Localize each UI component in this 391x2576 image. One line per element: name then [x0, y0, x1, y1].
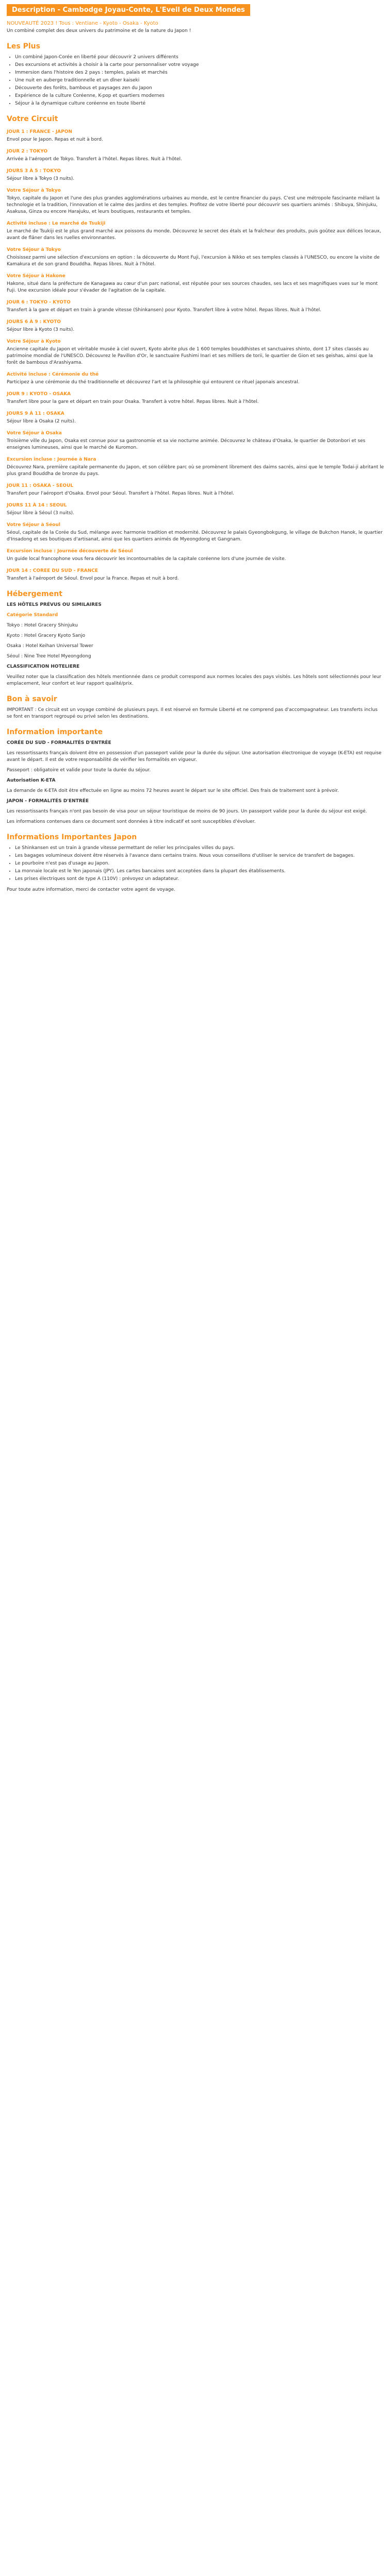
- section-title-plus: Les Plus: [7, 42, 40, 50]
- day-text: Troisième ville du Japon, Osaka est connue pour sa gastronomie et sa vie nocturne animée. Découvrez le château d'Osaka, le quartier de Dotonbori et ses enseignes lumineuses, ainsi que le marché de Kuromon.: [7, 438, 366, 450]
- day-title: JOUR 14 : COREE DU SUD - FRANCE: [7, 568, 98, 573]
- page: [0, 0, 391, 905]
- day-text: Choisissez parmi une sélection d'excursions en option : la découverte du Mont Fuji, l'excursion à Nikko et ses temples classés à l'UNESCO, ou encore la visite de Kamakura et de son grand Bouddha. Repas libres. Nuit à l'hôtel.: [7, 255, 380, 267]
- hotel-item: Séoul : Nine Tree Hotel Myeongdong: [7, 654, 91, 659]
- plus-list: [7, 54, 384, 107]
- day-text: Tokyo, capitale du Japon et l'une des plus grandes agglomérations urbaines au monde, est le centre financier du pays. C'est une métropole fascinante mêlant la technologie et la tradition, l'innovation et le calme des jardins et des temples. Profitez de votre liberté pour découvrir ses quartiers animés : Shibuya, Shinjuku, Asakusa, Ginza ou encore Harajuku, et leurs boutiques, restaurants et temples.: [7, 196, 380, 214]
- day-text: Séjour libre à Kyoto (3 nuits).: [7, 327, 75, 332]
- day-title: JOUR 11 : OSAKA - SEOUL: [7, 483, 74, 488]
- day-title: JOUR 1 : FRANCE - JAPON: [7, 129, 72, 134]
- list-item: • Expérience de la culture Coréenne, K-pop et quartiers modernes: [15, 93, 384, 99]
- formalites-title: CORÉE DU SUD - FORMALITÉS D'ENTRÉE: [7, 740, 111, 745]
- day-title: Activité incluse : Le marché de Tsukiji: [7, 221, 106, 226]
- day-text: Ancienne capitale du Japon et véritable musée à ciel ouvert, Kyoto abrite plus de 1 600 temples bouddhistes et sanctuaires shinto, dont 17 sites classés au patrimoine mondial de l'UNESCO. Découvrez le Pavillon d'Or, le sanctuaire Fushimi Inari et ses milliers de torii, le quartier de Gion et ses geishas, ainsi que la forêt de bambous d'Arashiyama.: [7, 347, 373, 365]
- day-title: Excursion incluse : Journée à Nara: [7, 457, 96, 462]
- day-title: JOUR 6 : TOKYO - KYOTO: [7, 300, 71, 305]
- day-text: Séjour libre à Séoul (3 nuits).: [7, 511, 74, 516]
- keta-text: La demande de K-ETA doit être effectuée en ligne au moins 72 heures avant le départ sur le site officiel. Des frais de traitement sont à prévoir.: [7, 788, 339, 793]
- list-item: • La monnaie locale est le Yen japonais (JPY). Les cartes bancaires sont acceptées dans la plupart des établissements.: [15, 868, 384, 875]
- day-text: Séoul, capitale de la Corée du Sud, mélange avec harmonie tradition et modernité. Découvrez le palais Gyeongbokgung, le village de Bukchon Hanok, le quartier d'Insadong et ses boutiques d'artisanat, ainsi que les quartiers animés de Myeongdong et Gangnam.: [7, 530, 383, 542]
- day-text: Découvrez Nara, première capitale permanente du Japon, et son célèbre parc où se promènent librement des daims sacrés, ainsi que le temple Todai-ji abritant le plus grand Bouddha de bronze du pays.: [7, 465, 384, 477]
- day-title: JOUR 2 : TOKYO: [7, 149, 48, 154]
- list-item: • Des excursions et activités à choisir à la carte pour personnaliser votre voyage: [15, 62, 384, 69]
- day-title: Votre Séjour à Séoul: [7, 522, 60, 528]
- day-text: Transfert pour l'aéroport d'Osaka. Envol pour Séoul. Transfert à l'hôtel. Repas libres. Nuit à l'hôtel.: [7, 491, 234, 496]
- hotel-item: Tokyo : Hotel Gracery Shinjuku: [7, 623, 78, 628]
- page-subtitle: NOUVEAUTÉ 2023 ! Tous : Ventiane - Kyoto - Osaka - Kyoto: [7, 21, 158, 26]
- day-text: Transfert libre pour la gare et départ en train pour Osaka. Transfert à votre hôtel. Repas libres. Nuit à l'hôtel.: [7, 399, 259, 404]
- day-text: Envol pour le Japon. Repas et nuit à bord.: [7, 137, 103, 142]
- day-title: Votre Séjour à Tokyo: [7, 188, 61, 193]
- day-title: JOURS 9 À 11 : OSAKA: [7, 411, 64, 416]
- hotel-item: Osaka : Hotel Keihan Universal Tower: [7, 643, 93, 649]
- section-title-bon-a-savoir: Bon à savoir: [7, 695, 57, 703]
- list-item: • Une nuit en auberge traditionnelle et un dîner kaiseki: [15, 77, 384, 84]
- day-text: Transfert à la gare et départ en train à grande vitesse (Shinkansen) pour Kyoto. Transfert libre à votre hôtel. Repas libres. Nuit à l'hôtel.: [7, 308, 321, 313]
- day-title: Activité incluse : Cérémonie du thé: [7, 372, 99, 377]
- list-item: • Les bagages volumineux doivent être réservés à l'avance dans certains trains. Nous vous conseillons d'utiliser le service de transfert de bagages.: [15, 853, 384, 859]
- day-text: Participez à une cérémonie du thé traditionnelle et découvrez l'art et la philosophie qui entourent ce rituel japonais ancestral.: [7, 380, 300, 385]
- day-title: JOURS 11 À 14 : SEOUL: [7, 503, 67, 508]
- day-title: JOURS 3 À 5 : TOKYO: [7, 168, 61, 174]
- list-item: • Le pourboire n'est pas d'usage au Japon.: [15, 860, 384, 867]
- list-item: • Séjour à la dynamique culture coréenne en toute liberté: [15, 100, 384, 107]
- japon-formalites-title: JAPON - FORMALITÉS D'ENTRÉE: [7, 799, 89, 804]
- list-item: • Un combiné Japon-Corée en liberté pour découvrir 2 univers différents: [15, 54, 384, 61]
- section-title-circuit: Votre Circuit: [7, 115, 58, 123]
- classification-title: CLASSIFICATION HOTELIERE: [7, 664, 80, 669]
- circuit-days: [7, 129, 384, 582]
- list-item: • Le Shinkansen est un train à grande vitesse permettant de relier les principales villes du pays.: [15, 845, 384, 852]
- day-title: Votre Séjour à Osaka: [7, 431, 62, 436]
- day-title: Excursion incluse : Journée découverte de Séoul: [7, 549, 133, 554]
- infos-note: Les informations contenues dans ce document sont données à titre indicatif et sont susceptibles d'évoluer.: [7, 819, 256, 824]
- day-text: Séjour libre à Tokyo (3 nuits).: [7, 176, 75, 181]
- day-text: Un guide local francophone vous fera découvrir les incontournables de la capitale coréenne lors d'une journée de visite.: [7, 556, 286, 562]
- day-text: Le marché de Tsukiji est le plus grand marché aux poissons du monde. Découvrez le secret des étals et la fraîcheur des produits, puis goûtez aux délices locaux, avant de flâner dans les ruelles environnantes.: [7, 229, 381, 241]
- section-title-infos-japon: Informations Importantes Japon: [7, 833, 137, 841]
- infos-footer: Pour toute autre information, merci de contacter votre agent de voyage.: [7, 887, 175, 892]
- page-banner: Description - Cambodge Joyau-Conte, L'Eveil de Deux Mondes: [7, 4, 250, 16]
- day-title: Votre Séjour à Hakone: [7, 274, 66, 279]
- bon-a-savoir-text: IMPORTANT : Ce circuit est un voyage combiné de plusieurs pays. Il est réservé en formule Liberté et ne comprend pas d'accompagnateur. Les transferts inclus se font en transport regroupé ou privé selon les destinations.: [7, 707, 378, 719]
- day-text: Transfert à l'aéroport de Séoul. Envol pour la France. Repas et nuit à bord.: [7, 576, 179, 581]
- keta-title: Autorisation K-ETA: [7, 778, 56, 783]
- passport-text: Passeport : obligatoire et valide pour toute la durée du séjour.: [7, 768, 151, 773]
- day-title: JOURS 6 À 9 : KYOTO: [7, 319, 61, 325]
- day-text: Séjour libre à Osaka (2 nuits).: [7, 419, 76, 424]
- hotel-item: Kyoto : Hotel Gracery Kyoto Sanjo: [7, 633, 86, 638]
- hotels-category: Catégorie Standard: [7, 613, 58, 618]
- day-text: Hakone, situé dans la préfecture de Kanagawa au cœur d'un parc national, est réputée pour ses sources chaudes, ses lacs et ses magnifiques vues sur le mont Fuji. Une excursion idéale pour s'évader de l'agitation de la capitale.: [7, 281, 378, 293]
- list-item: • Découverte des forêts, bambous et paysages zen du Japon: [15, 85, 384, 92]
- day-text: Arrivée à l'aéroport de Tokyo. Transfert à l'hôtel. Repas libres. Nuit à l'hôtel.: [7, 157, 182, 162]
- classification-text: Veuillez noter que la classification des hôtels mentionnée dans ce produit correspond aux normes locales des pays visités. Les hôtels sont sélectionnés pour leur emplacement, leur confort et leur rapport qualité/prix.: [7, 674, 382, 686]
- japon-formalites-text: Les ressortissants français n'ont pas besoin de visa pour un séjour touristique de moins de 90 jours. Un passeport valide pour la durée du séjour est exigé.: [7, 809, 367, 814]
- list-item: • Les prises électriques sont de type A (110V) : prévoyez un adaptateur.: [15, 876, 384, 883]
- infos-japon-list: [7, 845, 384, 883]
- list-item: • Immersion dans l'histoire des 2 pays : temples, palais et marchés: [15, 70, 384, 76]
- day-title: JOUR 9 : KYOTO - OSAKA: [7, 392, 71, 397]
- section-title-hotels: Hébergement: [7, 590, 62, 598]
- day-title: Votre Séjour à Tokyo: [7, 247, 61, 252]
- day-title: Votre Séjour à Kyoto: [7, 339, 61, 344]
- section-title-infos: Information importante: [7, 728, 103, 736]
- page-subtitle-2: Un combiné complet des deux univers du patrimoine et de la nature du Japon !: [7, 28, 191, 33]
- hotels-intro: LES HÔTELS PRÉVUS OU SIMILAIRES: [7, 602, 102, 607]
- formalites-text: Les ressortissants français doivent être en possession d'un passeport valide pour la durée du séjour. Une autorisation électronique de voyage (K-ETA) est requise avant le départ. Il est de votre responsabilité de vérifier les formalités en vigueur.: [7, 751, 382, 762]
